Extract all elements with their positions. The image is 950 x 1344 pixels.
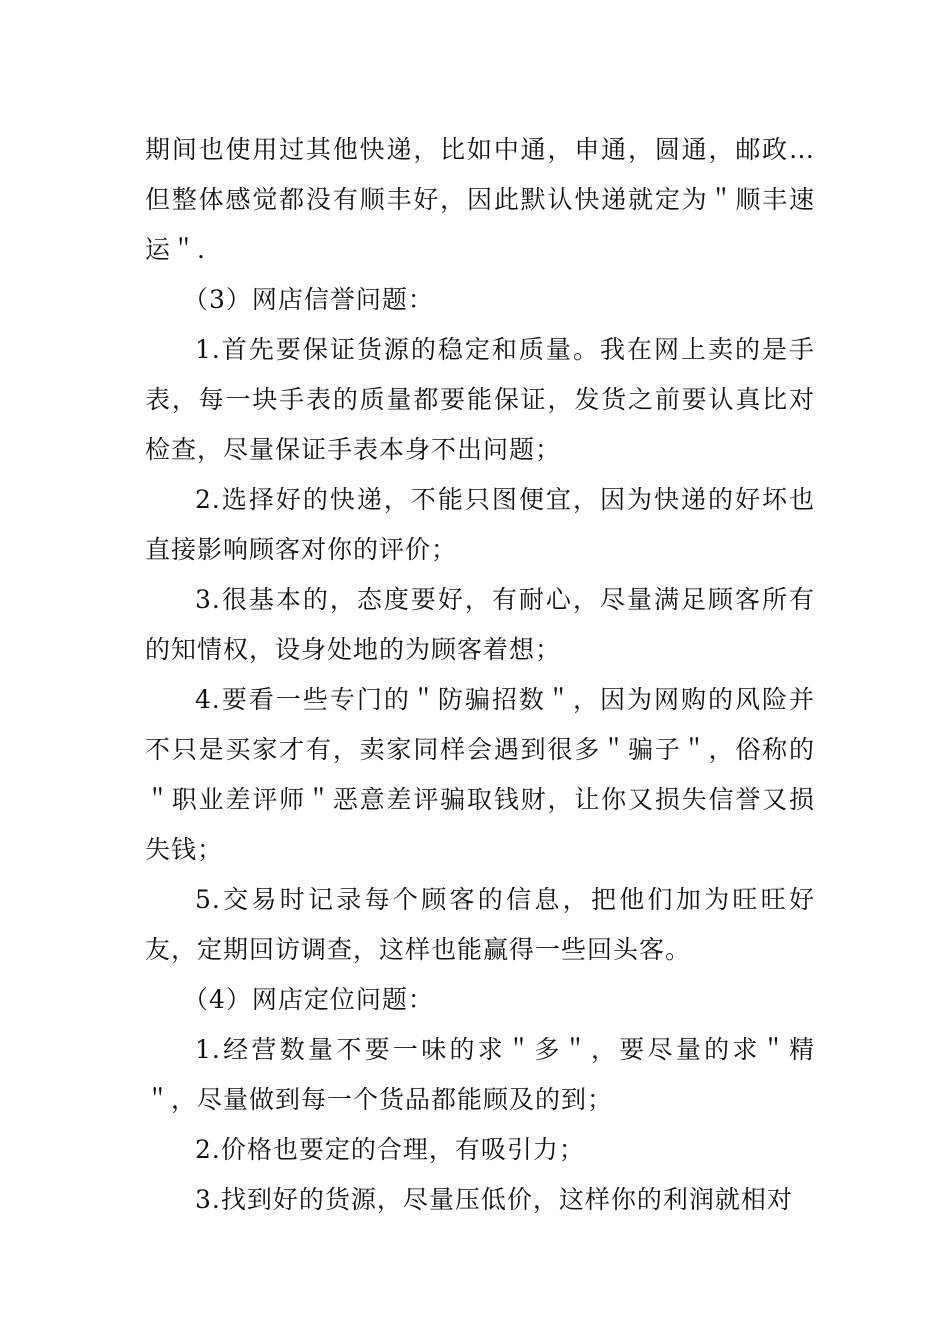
document-body bbox=[145, 125, 815, 1225]
paragraph-continued: 期间也使用过其他快递，比如中通，申通，圆通，邮政…但整体感觉都没有顺丰好，因此默认快递就定为＂顺丰速运＂. bbox=[145, 135, 815, 264]
list-item-reputation-2: 2.选择好的快递，不能只图便宜，因为快递的好坏也直接影响顾客对你的评价； bbox=[145, 485, 815, 564]
section-heading-reputation: （3）网店信誉问题： bbox=[183, 285, 434, 314]
list-item-positioning-2: 2.价格也要定的合理，有吸引力； bbox=[195, 1135, 585, 1164]
list-item-reputation-4: 4.要看一些专门的＂防骗招数＂，因为网购的风险并不只是买家才有，卖家同样会遇到很多＂骗子＂，俗称的＂职业差评师＂恶意差评骗取钱财，让你又损失信誉又损失钱； bbox=[145, 685, 815, 864]
list-item-positioning-3: 3.找到好的货源，尽量压低价，这样你的利润就相对 bbox=[195, 1185, 793, 1214]
list-item-reputation-5: 5.交易时记录每个顾客的信息，把他们加为旺旺好友，定期回访调查，这样也能赢得一些回头客。 bbox=[145, 885, 815, 964]
list-item-positioning-1: 1.经营数量不要一味的求＂多＂，要尽量的求＂精＂，尽量做到每一个货品都能顾及的到； bbox=[145, 1035, 815, 1114]
list-item-reputation-1: 1.首先要保证货源的稳定和质量。我在网上卖的是手表，每一块手表的质量都要能保证，发货之前要认真比对检查，尽量保证手表本身不出问题； bbox=[145, 335, 815, 464]
section-heading-positioning: （4）网店定位问题： bbox=[183, 985, 434, 1014]
list-item-reputation-3: 3.很基本的，态度要好，有耐心，尽量满足顾客所有的知情权，设身处地的为顾客着想； bbox=[145, 585, 815, 664]
